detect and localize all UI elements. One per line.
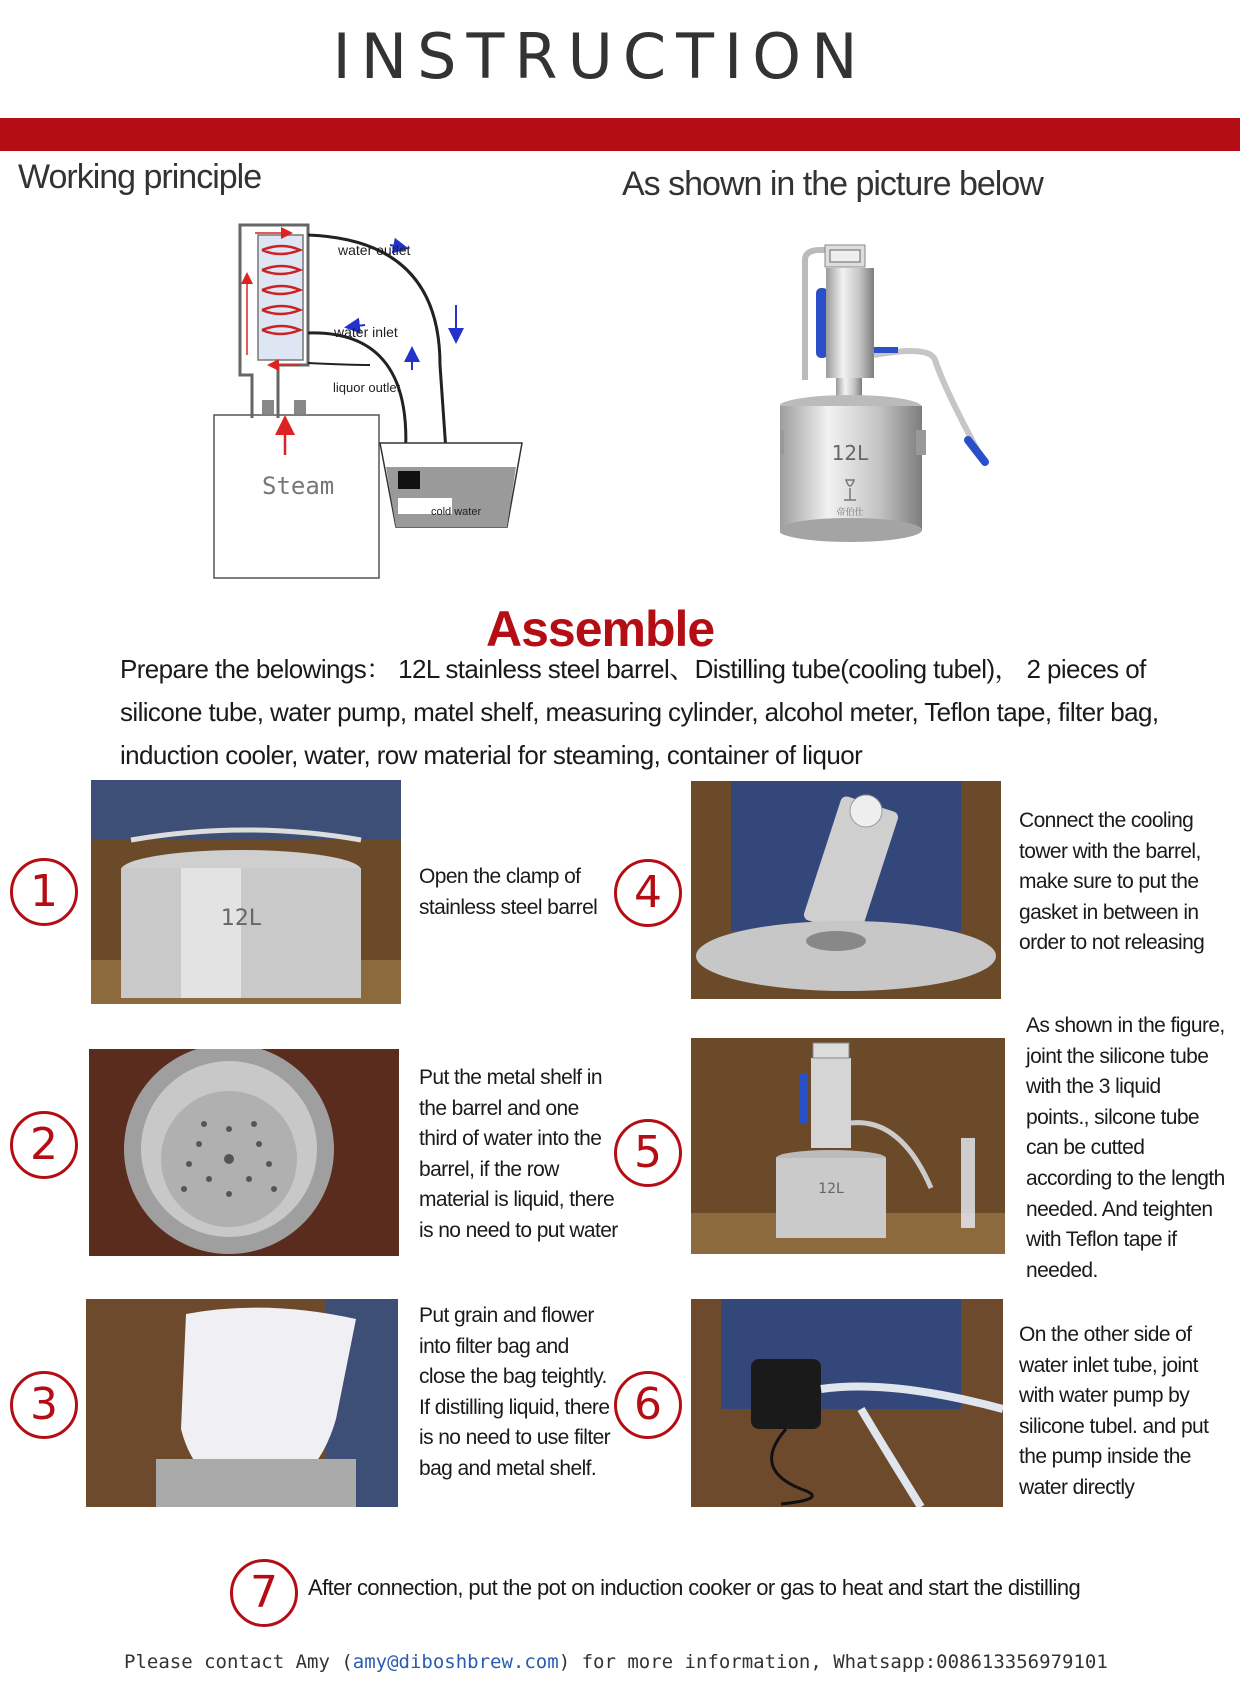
step-3-text: Put grain and flower into filter bag and close the bag teightly. If distilling liquid, there is no need to use filter bag and metal shelf. — [419, 1304, 611, 1480]
water-inlet-label: water inlet — [334, 324, 398, 340]
liquor-outlet-label: liquor outlet — [333, 380, 401, 395]
step-4-photo — [691, 781, 1001, 999]
working-principle-diagram — [200, 215, 530, 585]
contact-suffix: ) for more information, Whatsapp:008613356979101 — [558, 1651, 1108, 1673]
prepare-list: Prepare the belowings： 12L stainless steel barrel、Distilling tube(cooling tubel)， 2 pieces of silicone tube, water pump, matel shelf, measuring cylinder, alcohol meter, Teflon tape, filter bag, induction cooler, water, row material for steaming, container of liquor — [120, 654, 1159, 770]
working-principle-heading: Working principle — [18, 158, 262, 196]
step-6-photo — [691, 1299, 1003, 1507]
step-1-text: Open the clamp of stainless steel barrel — [419, 865, 598, 919]
contact-prefix: Please contact Amy ( — [124, 1651, 353, 1673]
header-red-bar — [0, 118, 1240, 151]
step-4-number: 4 — [614, 859, 682, 927]
contact-footer — [124, 1651, 1108, 1673]
as-shown-heading: As shown in the picture below — [622, 165, 1043, 203]
step-3-photo — [86, 1299, 398, 1507]
contact-email-link[interactable]: amy@diboshbrew.com — [352, 1651, 559, 1673]
step-2-text: Put the metal shelf in the barrel and one third of water into the barrel, if the row material is liquid, there is no need to put water — [419, 1066, 618, 1242]
water-outlet-label: water outlet — [338, 242, 411, 258]
step-6-text: On the other side of water inlet tube, joint with water pump by silicone tubel. and put the pump inside the water directly — [1019, 1323, 1209, 1499]
cold-water-label: cold water — [431, 506, 482, 518]
step-1-number: 1 — [10, 858, 78, 926]
step-6-number: 6 — [614, 1371, 682, 1439]
step-7-text: After connection, put the pot on induction cooker or gas to heat and start the distilling — [308, 1575, 1081, 1600]
step-5-number: 5 — [614, 1119, 682, 1187]
step-5-photo — [691, 1038, 1005, 1254]
step-4-text: Connect the cooling tower with the barrel, make sure to put the gasket in between in order to not releasing — [1019, 809, 1205, 955]
step-2-photo — [89, 1049, 399, 1256]
step-5-text: As shown in the figure, joint the silicone tube with the 3 liquid points., silcone tube can be cutted according to the length needed. And teighten with Teflon tape if needed. — [1026, 1014, 1225, 1282]
step-1-photo — [91, 780, 401, 1004]
distiller-product-image — [780, 240, 1060, 570]
steam-label: Steam — [262, 472, 335, 500]
page-title: INSTRUCTION — [332, 20, 868, 93]
step-2-number: 2 — [10, 1111, 78, 1179]
assemble-heading: Assemble — [486, 601, 715, 657]
step-3-number: 3 — [10, 1371, 78, 1439]
product-brand-cn: 帝伯仕 — [836, 508, 864, 518]
product-capacity-text: 12L — [831, 441, 869, 465]
svg-text:12L: 12L — [818, 1181, 844, 1197]
svg-text:12L: 12L — [220, 906, 262, 931]
step-7-number: 7 — [230, 1559, 298, 1627]
